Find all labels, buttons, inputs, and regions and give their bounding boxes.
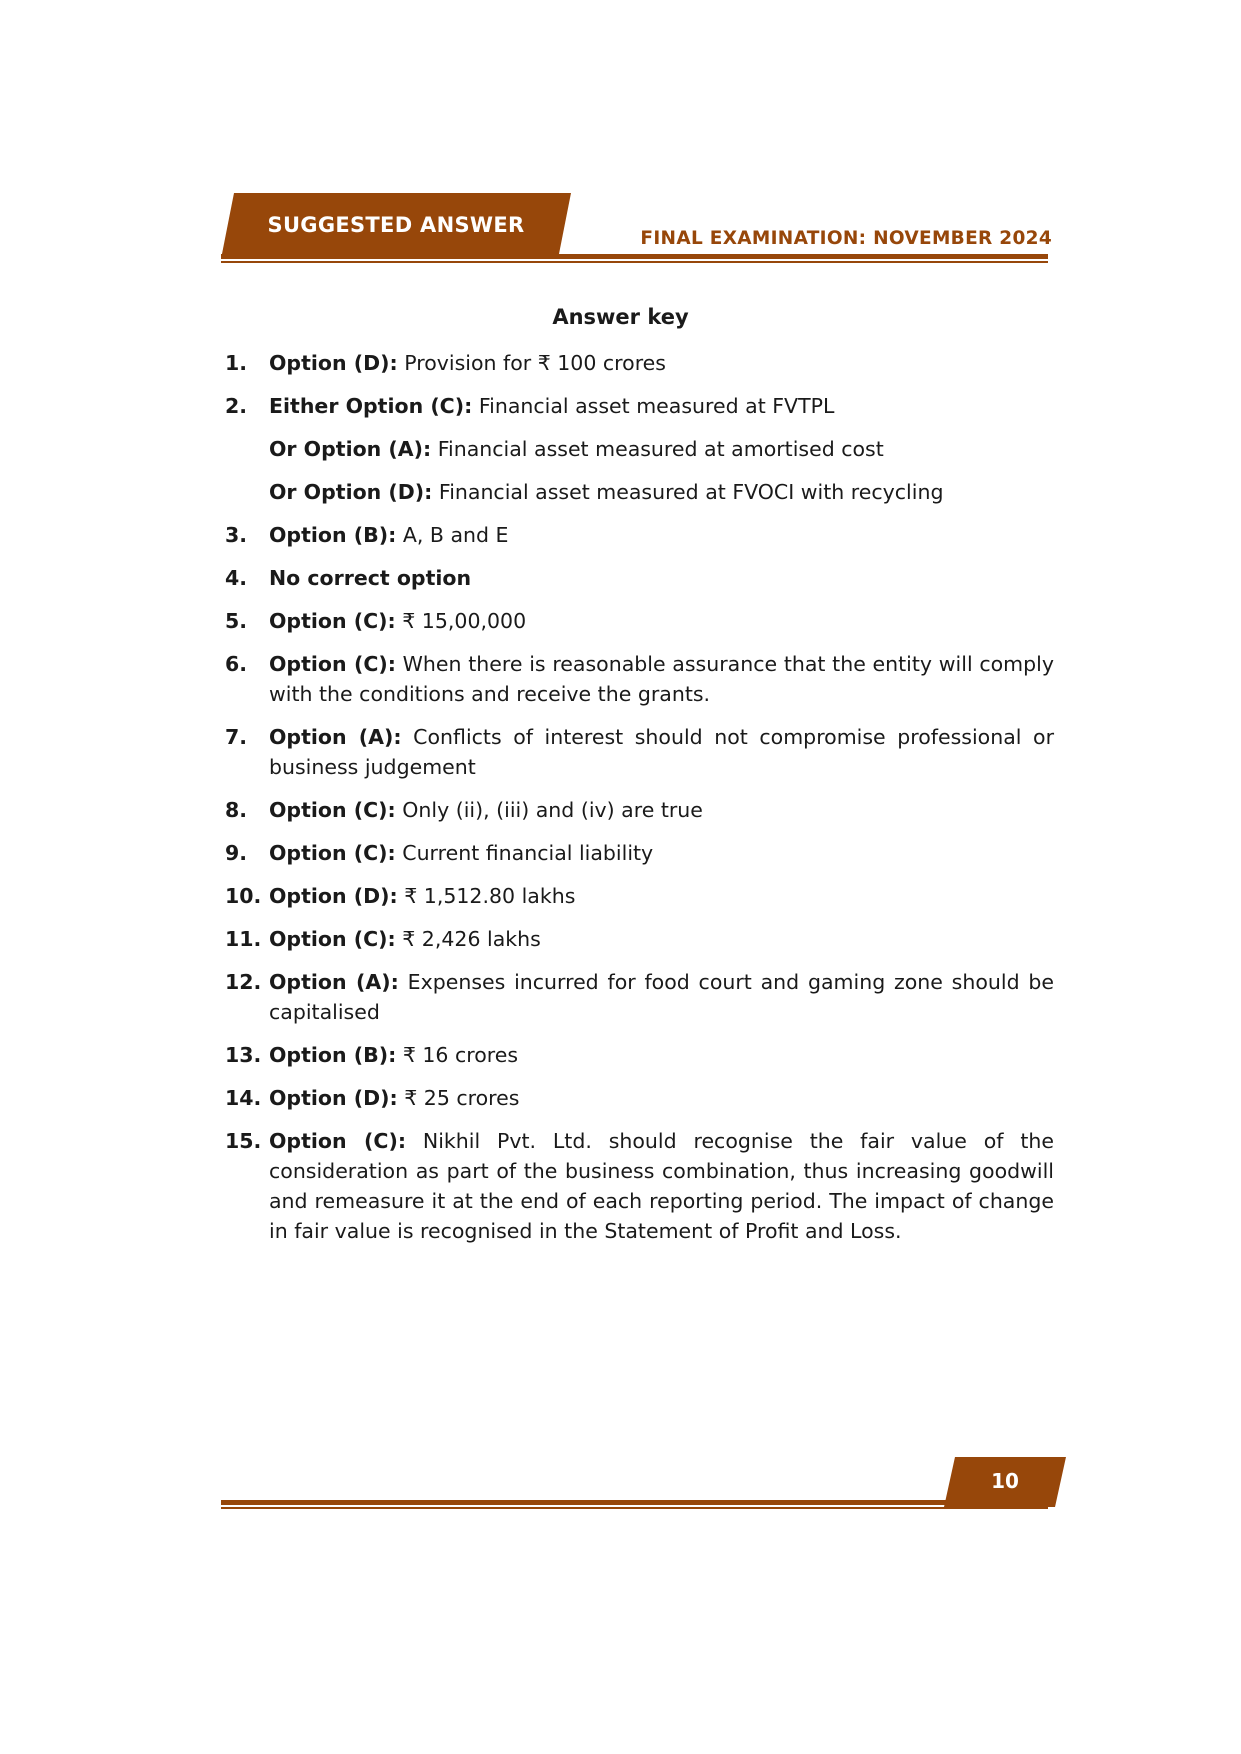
answer-item [225,967,1054,1027]
answer-item [225,838,1054,868]
answer-number: 7. [225,725,248,749]
answer-number: 2. [225,394,248,418]
answer-option: Option (D): [269,1086,398,1110]
answer-number: 6. [225,652,248,676]
answer-text: Provision for ₹ 100 crores [397,351,666,375]
answer-number: 15. [225,1129,262,1153]
answer-item-alternative [225,434,1054,464]
answer-item [225,391,1054,421]
answer-text: ₹ 2,426 lakhs [395,927,541,951]
answer-item [225,924,1054,954]
answer-item [225,795,1054,825]
answer-option: Option (B): [269,1043,397,1067]
answer-text: ₹ 1,512.80 lakhs [397,884,576,908]
answer-text: Conflicts of interest should not compromise professional or business judgement [269,725,1054,779]
answer-text: Only (ii), (iii) and (iv) are true [395,798,703,822]
answer-number: 13. [225,1043,262,1067]
answer-number [225,477,269,507]
answer-option: Option (C): [269,798,396,822]
answer-number: 1. [225,351,248,375]
answer-item-alternative [225,477,1054,507]
answer-item [225,563,1054,593]
footer-rule [221,1500,949,1505]
answer-text: Financial asset measured at FVOCI with recycling [432,480,944,504]
answer-option: Either Option (C): [269,394,473,418]
answer-option: Option (D): [269,884,398,908]
answer-number: 5. [225,609,248,633]
answer-number: 11. [225,927,262,951]
answer-number: 14. [225,1086,262,1110]
answer-option: Option (C): [269,927,396,951]
header-rule-thin [221,261,1048,263]
answer-text: Expenses incurred for food court and gaming zone should be capitalised [269,970,1055,1024]
answer-option: Or Option (A): [269,437,432,461]
answer-item [225,881,1054,911]
answer-item [225,649,1054,709]
answer-text: Financial asset measured at amortised cost [431,437,884,461]
header-rule [221,254,1048,259]
answer-item [225,722,1054,782]
answer-item [225,1040,1054,1070]
answer-option: Option (A): [269,970,399,994]
answer-option: Option (D): [269,351,398,375]
answer-number: 4. [225,566,248,590]
answer-text: ₹ 16 crores [396,1043,519,1067]
answer-item [225,520,1054,550]
answer-text: ₹ 15,00,000 [395,609,527,633]
page-number: 10 [991,1469,1019,1493]
answer-list [225,348,1054,1259]
answer-option: Option (C): [269,841,396,865]
answer-item [225,606,1054,636]
answer-item [225,348,1054,378]
answer-option: Option (A): [269,725,402,749]
answer-item [225,1126,1054,1246]
answer-option: Or Option (D): [269,480,433,504]
answer-text: A, B and E [396,523,509,547]
answer-number: 3. [225,523,248,547]
answer-text: ₹ 25 crores [397,1086,520,1110]
answer-number: 10. [225,884,262,908]
answer-option: No correct option [269,566,472,590]
answer-option: Option (C): [269,1129,407,1153]
answer-text: Financial asset measured at FVTPL [472,394,835,418]
answer-number: 12. [225,970,262,994]
exam-title: FINAL EXAMINATION: NOVEMBER 2024 [640,228,1052,249]
answer-number: 9. [225,841,248,865]
page-title: Answer key [552,305,689,329]
answer-text: Current financial liability [395,841,654,865]
answer-number [225,434,269,464]
answer-option: Option (C): [269,609,396,633]
answer-text: When there is reasonable assurance that the entity will comply with the conditions and receive the grants. [269,652,1054,706]
footer-rule-thin [221,1507,1048,1509]
header-tab-label: SUGGESTED ANSWER [267,213,525,237]
answer-option: Option (C): [269,652,396,676]
answer-option: Option (B): [269,523,397,547]
answer-item [225,1083,1054,1113]
answer-text: Nikhil Pvt. Ltd. should recognise the fair value of the consideration as part of the business combination, thus increasing goodwill and remeasure it at the end of each reporting period. The impact of change in fair value is recognised in the Statement of Profit and Loss. [269,1129,1054,1243]
answer-number: 8. [225,798,248,822]
